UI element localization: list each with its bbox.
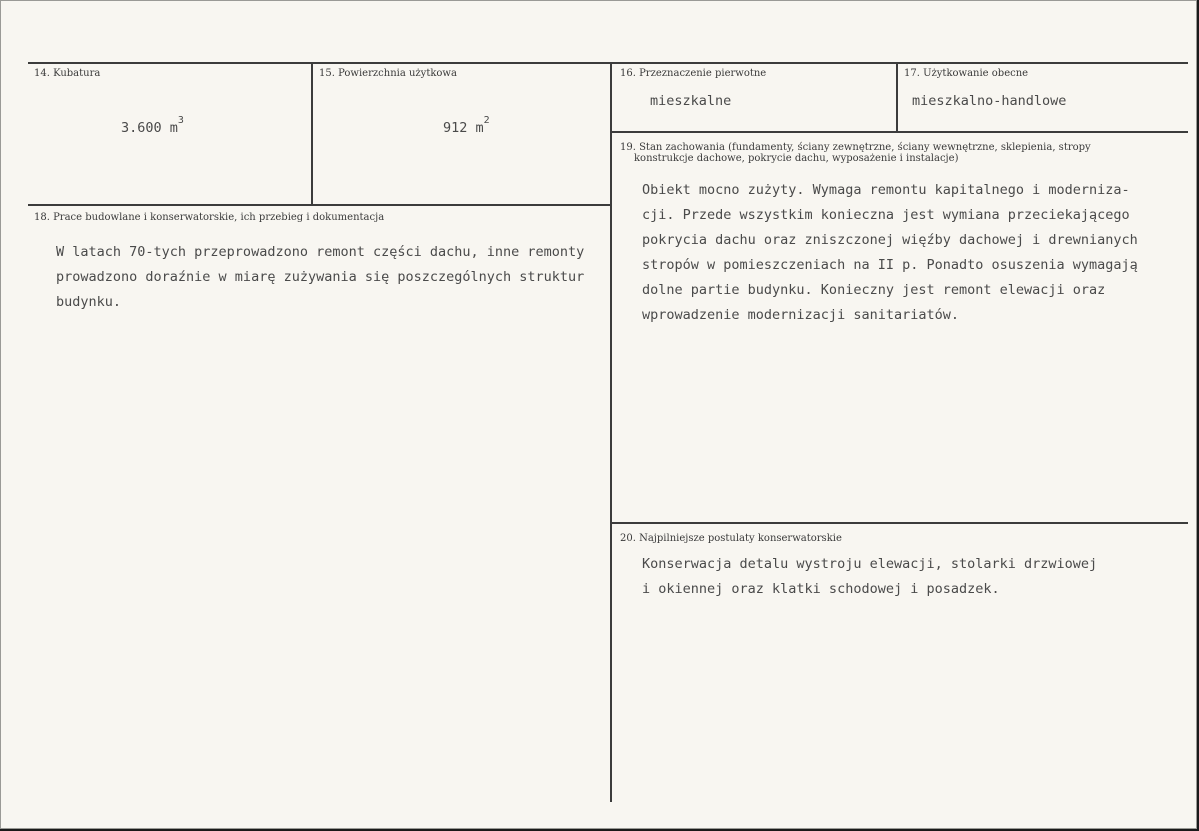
field-19-label-line2: konstrukcje dachowe, pokrycie dachu, wyposażenie i instalacje): [634, 153, 959, 164]
field-17-label: 17. Użytkowanie obecne: [904, 68, 1029, 79]
field-19-line: stropów w pomieszczeniach na II p. Ponadto osuszenia wymagają: [642, 257, 1138, 273]
field-14-exponent: 3: [177, 115, 184, 126]
rule-under-14-15: [28, 204, 612, 206]
field-20-label: 20. Najpilniejsze postulaty konserwatorskie: [620, 533, 842, 544]
field-19-line: Obiekt mocno zużyty. Wymaga remontu kapitalnego i moderniza-: [642, 182, 1130, 198]
field-15-exponent: 2: [483, 115, 490, 126]
field-20-line: Konserwacja detalu wystroju elewacji, stolarki drzwiowej: [642, 556, 1098, 572]
field-17-value: mieszkalno-handlowe: [912, 93, 1067, 109]
field-18-line: W latach 70-tych przeprowadzono remont części dachu, inne remonty: [56, 244, 585, 260]
divider-14-15: [311, 62, 313, 205]
divider-16-17: [896, 62, 898, 133]
field-18-line: prowadzono doraźnie w miarę zużywania się poszczególnych struktur: [56, 269, 585, 285]
field-19-text: [642, 178, 1138, 328]
field-16-value: mieszkalne: [650, 93, 732, 109]
rule-above-20: [612, 522, 1188, 524]
field-15-value: [443, 116, 490, 142]
field-16-label: 16. Przeznaczenie pierwotne: [620, 68, 767, 79]
rule-under-16-17: [612, 131, 1188, 133]
field-15-label: 15. Powierzchnia użytkowa: [319, 68, 457, 79]
field-20-line: i okiennej oraz klatki schodowej i posadzek.: [642, 581, 1000, 597]
field-20-text: [642, 552, 1097, 602]
field-14-number: 3.600 m: [121, 120, 178, 136]
field-19-label: [620, 142, 1091, 164]
field-19-line: wprowadzenie modernizacji sanitariatów.: [642, 307, 959, 323]
center-divider: [610, 62, 612, 802]
field-14-label: 14. Kubatura: [34, 68, 101, 79]
field-18-label: 18. Prace budowlane i konserwatorskie, ich przebieg i dokumentacja: [34, 212, 385, 223]
field-18-line: budynku.: [56, 294, 122, 310]
top-rule: [28, 62, 1188, 64]
field-14-value: [121, 116, 184, 142]
field-19-label-line1: 19. Stan zachowania (fundamenty, ściany zewnętrzne, ściany wewnętrzne, sklepienia, stropy: [620, 142, 1091, 153]
field-15-number: 912 m: [443, 120, 484, 136]
field-19-line: dolne partie budynku. Konieczny jest remont elewacji oraz: [642, 282, 1106, 298]
field-18-text: [56, 240, 584, 315]
field-19-line: pokrycia dachu oraz zniszczonej więźby dachowej i drewnianych: [642, 232, 1138, 248]
field-19-line: cji. Przede wszystkim konieczna jest wymiana przeciekającego: [642, 207, 1130, 223]
